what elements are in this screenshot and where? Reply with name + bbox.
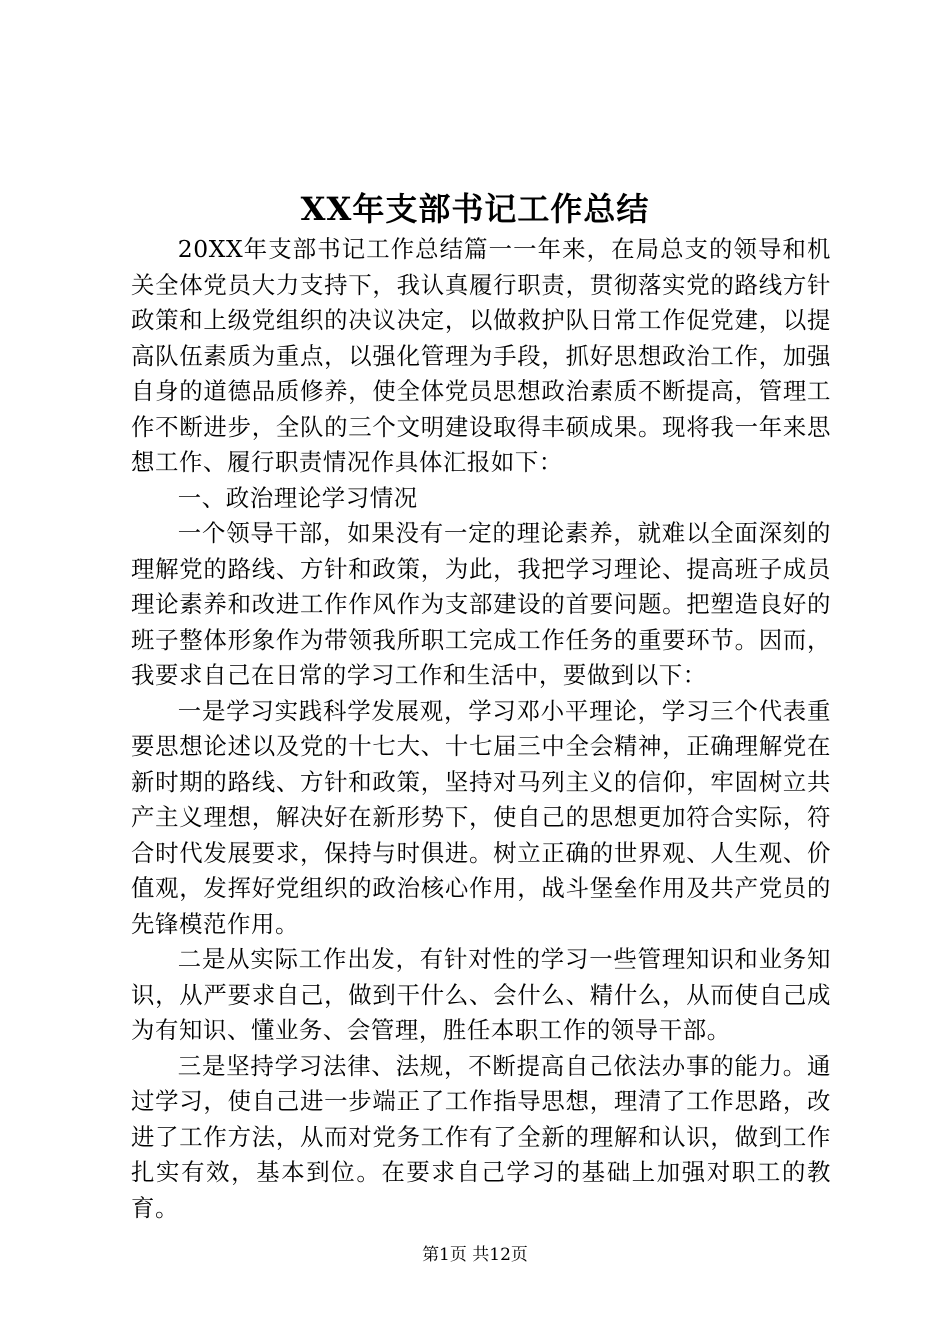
section-heading-political-theory: 一、政治理论学习情况 (177, 483, 418, 512)
document-title: XX年支部书记工作总结 (300, 190, 650, 228)
paragraph-intro: 20XX年支部书记工作总结篇一一年来，在局总支的领导和机关全体党员大力支持下，我认真履行职责，贯彻落实党的路线方针政策和上级党组织的决议决定，以做救护队日常工作促党建，以提高队伍素质为重点，以强化管理为手段，抓好思想政治工作，加强自身的道德品质修养，使全体党员思想政治素质不断提高，管理工作不断进步，全队的三个文明建设取得丰硕成果。现将我一年来思想工作、履行职责情况作具体汇报如下： (131, 235, 831, 476)
paragraph-point-one: 一是学习实践科学发展观，学习邓小平理论，学习三个代表重要思想论述以及党的十七大、十七届三中全会精神，正确理解党在新时期的路线、方针和政策，坚持对马列主义的信仰，牢固树立共产主义理想，解决好在新形势下，使自己的思想更加符合实际，符合时代发展要求，保持与时俱进。树立正确的世界观、人生观、价值观，发挥好党组织的政治核心作用，战斗堡垒作用及共产党员的先锋模范作用。 (131, 696, 831, 938)
paragraph-point-three: 三是坚持学习法律、法规，不断提高自己依法办事的能力。通过学习，使自己进一步端正了工作指导思想，理清了工作思路，改进了工作方法，从而对党务工作有了全新的理解和认识，做到工作扎实有效，基本到位。在要求自己学习的基础上加强对职工的教育。 (131, 1051, 831, 1222)
paragraph-theory-importance: 一个领导干部，如果没有一定的理论素养，就难以全面深刻的理解党的路线、方针和政策，为此，我把学习理论、提高班子成员理论素养和改进工作作风作为支部建设的首要问题。把塑造良好的班子整体形象作为带领我所职工完成工作任务的重要环节。因而，我要求自己在日常的学习工作和生活中，要做到以下： (131, 519, 831, 689)
paragraph-point-two: 二是从实际工作出发，有针对性的学习一些管理知识和业务知识，从严要求自己，做到干什么、会什么、精什么，从而使自己成为有知识、懂业务、会管理，胜任本职工作的领导干部。 (131, 945, 831, 1044)
document-body (131, 232, 831, 1226)
page-number-footer: 第1页 共12页 (422, 1245, 528, 1265)
